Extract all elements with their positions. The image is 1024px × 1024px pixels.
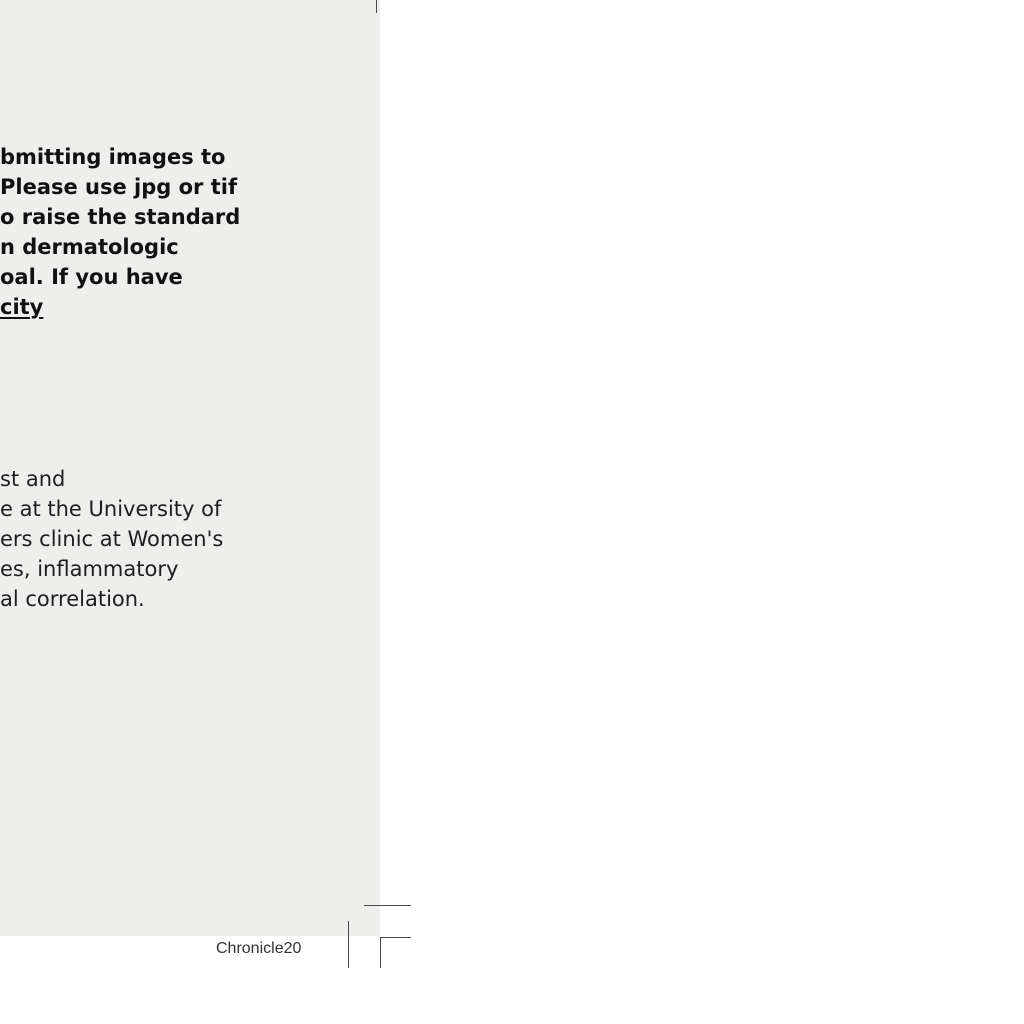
paragraph-line: o raise the standard (0, 205, 241, 229)
paragraph-line: st and (0, 467, 66, 491)
page-footer-label: Chronicle20 (216, 940, 302, 957)
gray-sidebar-panel (0, 0, 380, 936)
paragraph-line: Please use jpg or tif (0, 175, 238, 199)
paragraph-line: oal. If you have (0, 265, 183, 289)
crop-mark-top (376, 0, 377, 13)
crop-mark-corner-vertical (380, 937, 381, 968)
paragraph-line: bmitting images to (0, 145, 226, 169)
crop-mark-vertical-left (348, 921, 349, 968)
author-bio-paragraph (0, 464, 380, 614)
inline-link[interactable]: city (0, 295, 44, 319)
submission-instructions-paragraph (0, 142, 380, 322)
crop-mark-corner-horizontal (380, 937, 411, 938)
paragraph-line: n dermatologic (0, 235, 179, 259)
paragraph-line: e at the University of (0, 497, 222, 521)
crop-mark-horizontal (364, 905, 411, 906)
paragraph-line: ers clinic at Women's (0, 527, 224, 551)
paragraph-line: al correlation. (0, 587, 145, 611)
paragraph-line: es, inflammatory (0, 557, 179, 581)
